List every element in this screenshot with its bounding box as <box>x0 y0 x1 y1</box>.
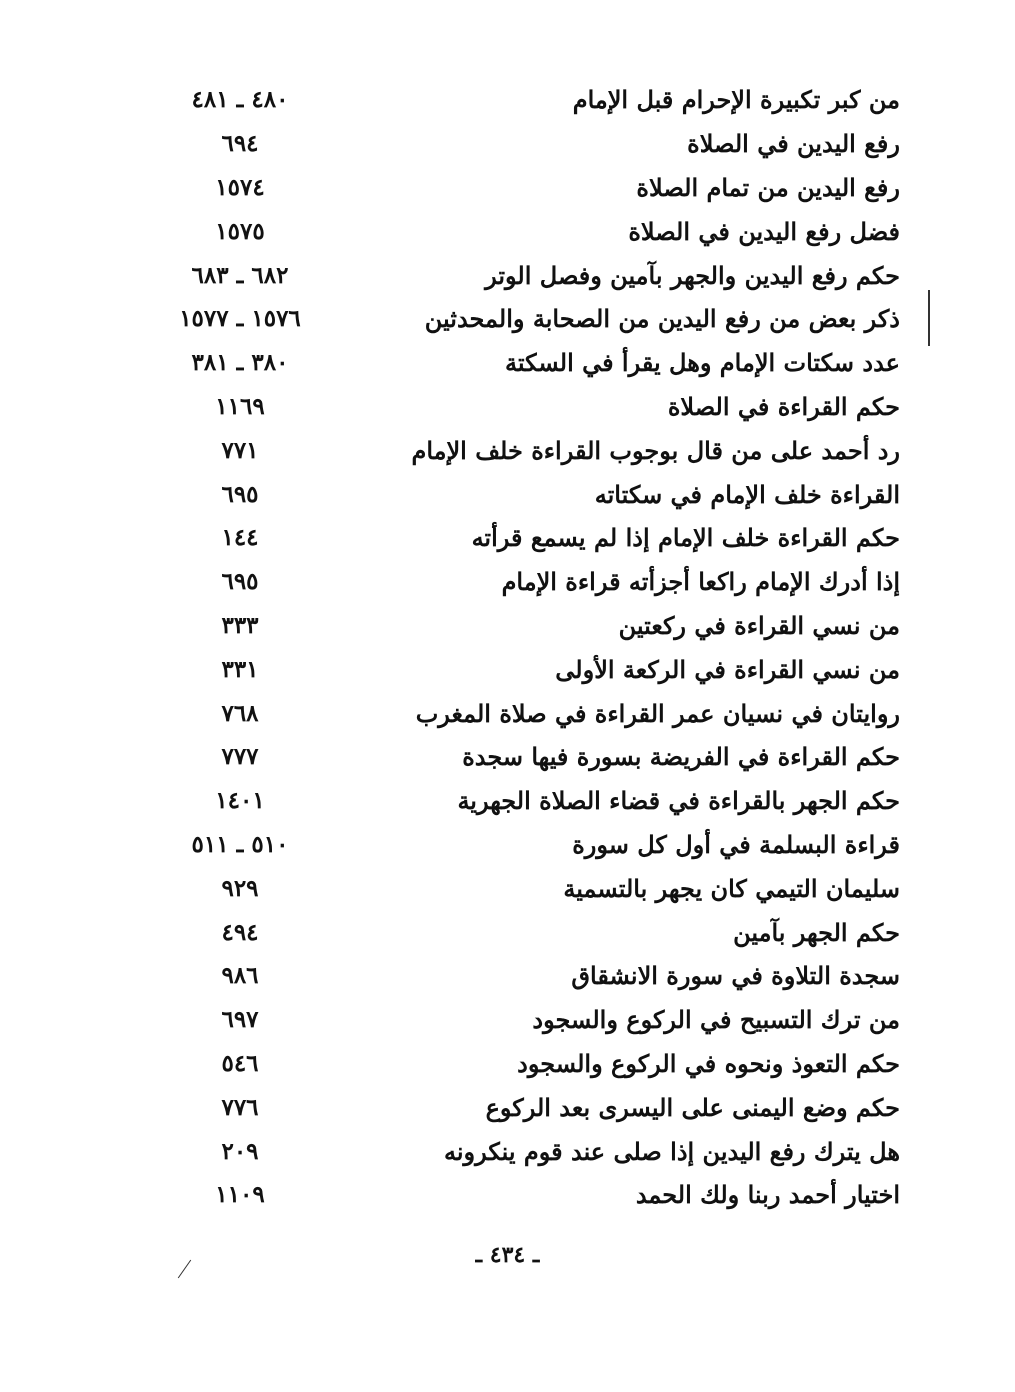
entry-topic: إذا أدرك الإمام راكعا أجزأته قراءة الإمام <box>501 567 900 597</box>
index-entry <box>150 385 900 429</box>
entry-topic: حكم التعوذ ونحوه في الركوع والسجود <box>517 1048 900 1078</box>
index-entry <box>150 560 900 604</box>
index-list <box>150 78 900 1217</box>
entry-topic: حكم وضع اليمنى على اليسرى بعد الركوع <box>485 1092 900 1122</box>
index-entry <box>150 866 900 910</box>
index-entry <box>150 428 900 472</box>
entry-page-numbers: ٦٩٧ <box>221 1006 259 1034</box>
entry-page-numbers: ٤٩٤ <box>221 918 259 946</box>
index-entry <box>150 297 900 341</box>
index-entry <box>150 1129 900 1173</box>
entry-topic: رفع اليدين في الصلاة <box>687 129 900 159</box>
entry-topic: حكم القراءة خلف الإمام إذا لم يسمع قرأته <box>471 523 900 553</box>
entry-topic: رد أحمد على من قال بوجوب القراءة خلف الإمام <box>411 435 900 465</box>
entry-page-numbers: ٥٤٦ <box>221 1049 259 1077</box>
entry-topic: روايتان في نسيان عمر القراءة في صلاة المغرب <box>415 698 900 728</box>
entry-topic: من ترك التسبيح في الركوع والسجود <box>532 1005 900 1035</box>
index-entry <box>150 1042 900 1086</box>
entry-page-numbers: ٥١٠ ـ ٥١١ <box>191 830 289 858</box>
entry-topic: حكم الجهر بآمين <box>733 917 900 947</box>
entry-page-numbers: ١٥٧٥ <box>215 217 265 245</box>
entry-topic: رفع اليدين من تمام الصلاة <box>636 172 900 202</box>
entry-topic: هل يترك رفع اليدين إذا صلى عند قوم ينكرونه <box>443 1136 900 1166</box>
index-entry <box>150 166 900 210</box>
entry-topic: فضل رفع اليدين في الصلاة <box>628 216 900 246</box>
entry-page-numbers: ٧٧٦ <box>221 1093 259 1121</box>
index-entry <box>150 472 900 516</box>
index-entry <box>150 516 900 560</box>
index-entry <box>150 735 900 779</box>
entry-topic: ذكر بعض من رفع اليدين من الصحابة والمحدثين <box>424 304 900 334</box>
entry-page-numbers: ٦٩٤ <box>221 130 259 158</box>
entry-page-numbers: ١٤٠١ <box>215 787 265 815</box>
entry-page-numbers: ٧٧٧ <box>221 743 259 771</box>
entry-page-numbers: ٩٨٦ <box>221 962 259 990</box>
entry-page-numbers: ١١٠٩ <box>215 1181 265 1209</box>
entry-topic: من نسي القراءة في الركعة الأولى <box>555 654 900 684</box>
entry-topic: قراءة البسلمة في أول كل سورة <box>572 829 900 859</box>
entry-page-numbers: ٦٩٥ <box>221 568 259 596</box>
entry-topic: سجدة التلاوة في سورة الانشقاق <box>571 961 900 991</box>
entry-topic: حكم الجهر بالقراءة في قضاء الصلاة الجهرية <box>457 786 900 816</box>
entry-page-numbers: ٦٨٢ ـ ٦٨٣ <box>191 261 289 289</box>
index-entry <box>150 122 900 166</box>
entry-page-numbers: ١٥٧٦ ـ ١٥٧٧ <box>179 305 301 333</box>
index-entry <box>150 1173 900 1217</box>
entry-topic: اختيار أحمد ربنا ولك الحمد <box>635 1180 900 1210</box>
index-entry <box>150 604 900 648</box>
entry-page-numbers: ٦٩٥ <box>221 480 259 508</box>
index-entry <box>150 341 900 385</box>
index-entry <box>150 1085 900 1129</box>
index-entry <box>150 954 900 998</box>
index-entry <box>150 998 900 1042</box>
entry-page-numbers: ٢٠٩ <box>221 1137 259 1165</box>
entry-topic: من كبر تكبيرة الإحرام قبل الإمام <box>572 85 900 115</box>
entry-topic: عدد سكتات الإمام وهل يقرأ في السكتة <box>504 348 900 378</box>
entry-page-numbers: ٧٦٨ <box>221 699 259 727</box>
entry-page-numbers: ٣٣١ <box>221 655 259 683</box>
entry-topic: حكم القراءة في الفريضة بسورة فيها سجدة <box>462 742 900 772</box>
index-entry <box>150 779 900 823</box>
index-entry <box>150 78 900 122</box>
entry-topic: حكم رفع اليدين والجهر بآمين وفصل الوتر <box>485 260 900 290</box>
entry-topic: سليمان التيمي كان يجهر بالتسمية <box>563 873 900 903</box>
index-entry <box>150 647 900 691</box>
entry-topic: حكم القراءة في الصلاة <box>667 391 900 421</box>
index-entry <box>150 691 900 735</box>
entry-page-numbers: ٣٣٣ <box>221 611 259 639</box>
entry-page-numbers: ١٥٧٤ <box>215 173 265 201</box>
entry-topic: من نسي القراءة في ركعتين <box>618 610 900 640</box>
index-entry <box>150 253 900 297</box>
page-number: ـ ٤٣٤ ـ <box>475 1242 540 1268</box>
entry-page-numbers: ١٤٤ <box>221 524 259 552</box>
index-entry <box>150 910 900 954</box>
margin-line-mark <box>928 290 930 346</box>
entry-page-numbers: ١١٦٩ <box>215 392 265 420</box>
index-entry <box>150 209 900 253</box>
entry-topic: القراءة خلف الإمام في سكتاته <box>594 479 900 509</box>
index-entry <box>150 823 900 867</box>
entry-page-numbers: ٣٨٠ ـ ٣٨١ <box>191 349 289 377</box>
entry-page-numbers: ٩٢٩ <box>221 874 259 902</box>
entry-page-numbers: ٤٨٠ ـ ٤٨١ <box>191 86 289 114</box>
entry-page-numbers: ٧٧١ <box>221 436 259 464</box>
